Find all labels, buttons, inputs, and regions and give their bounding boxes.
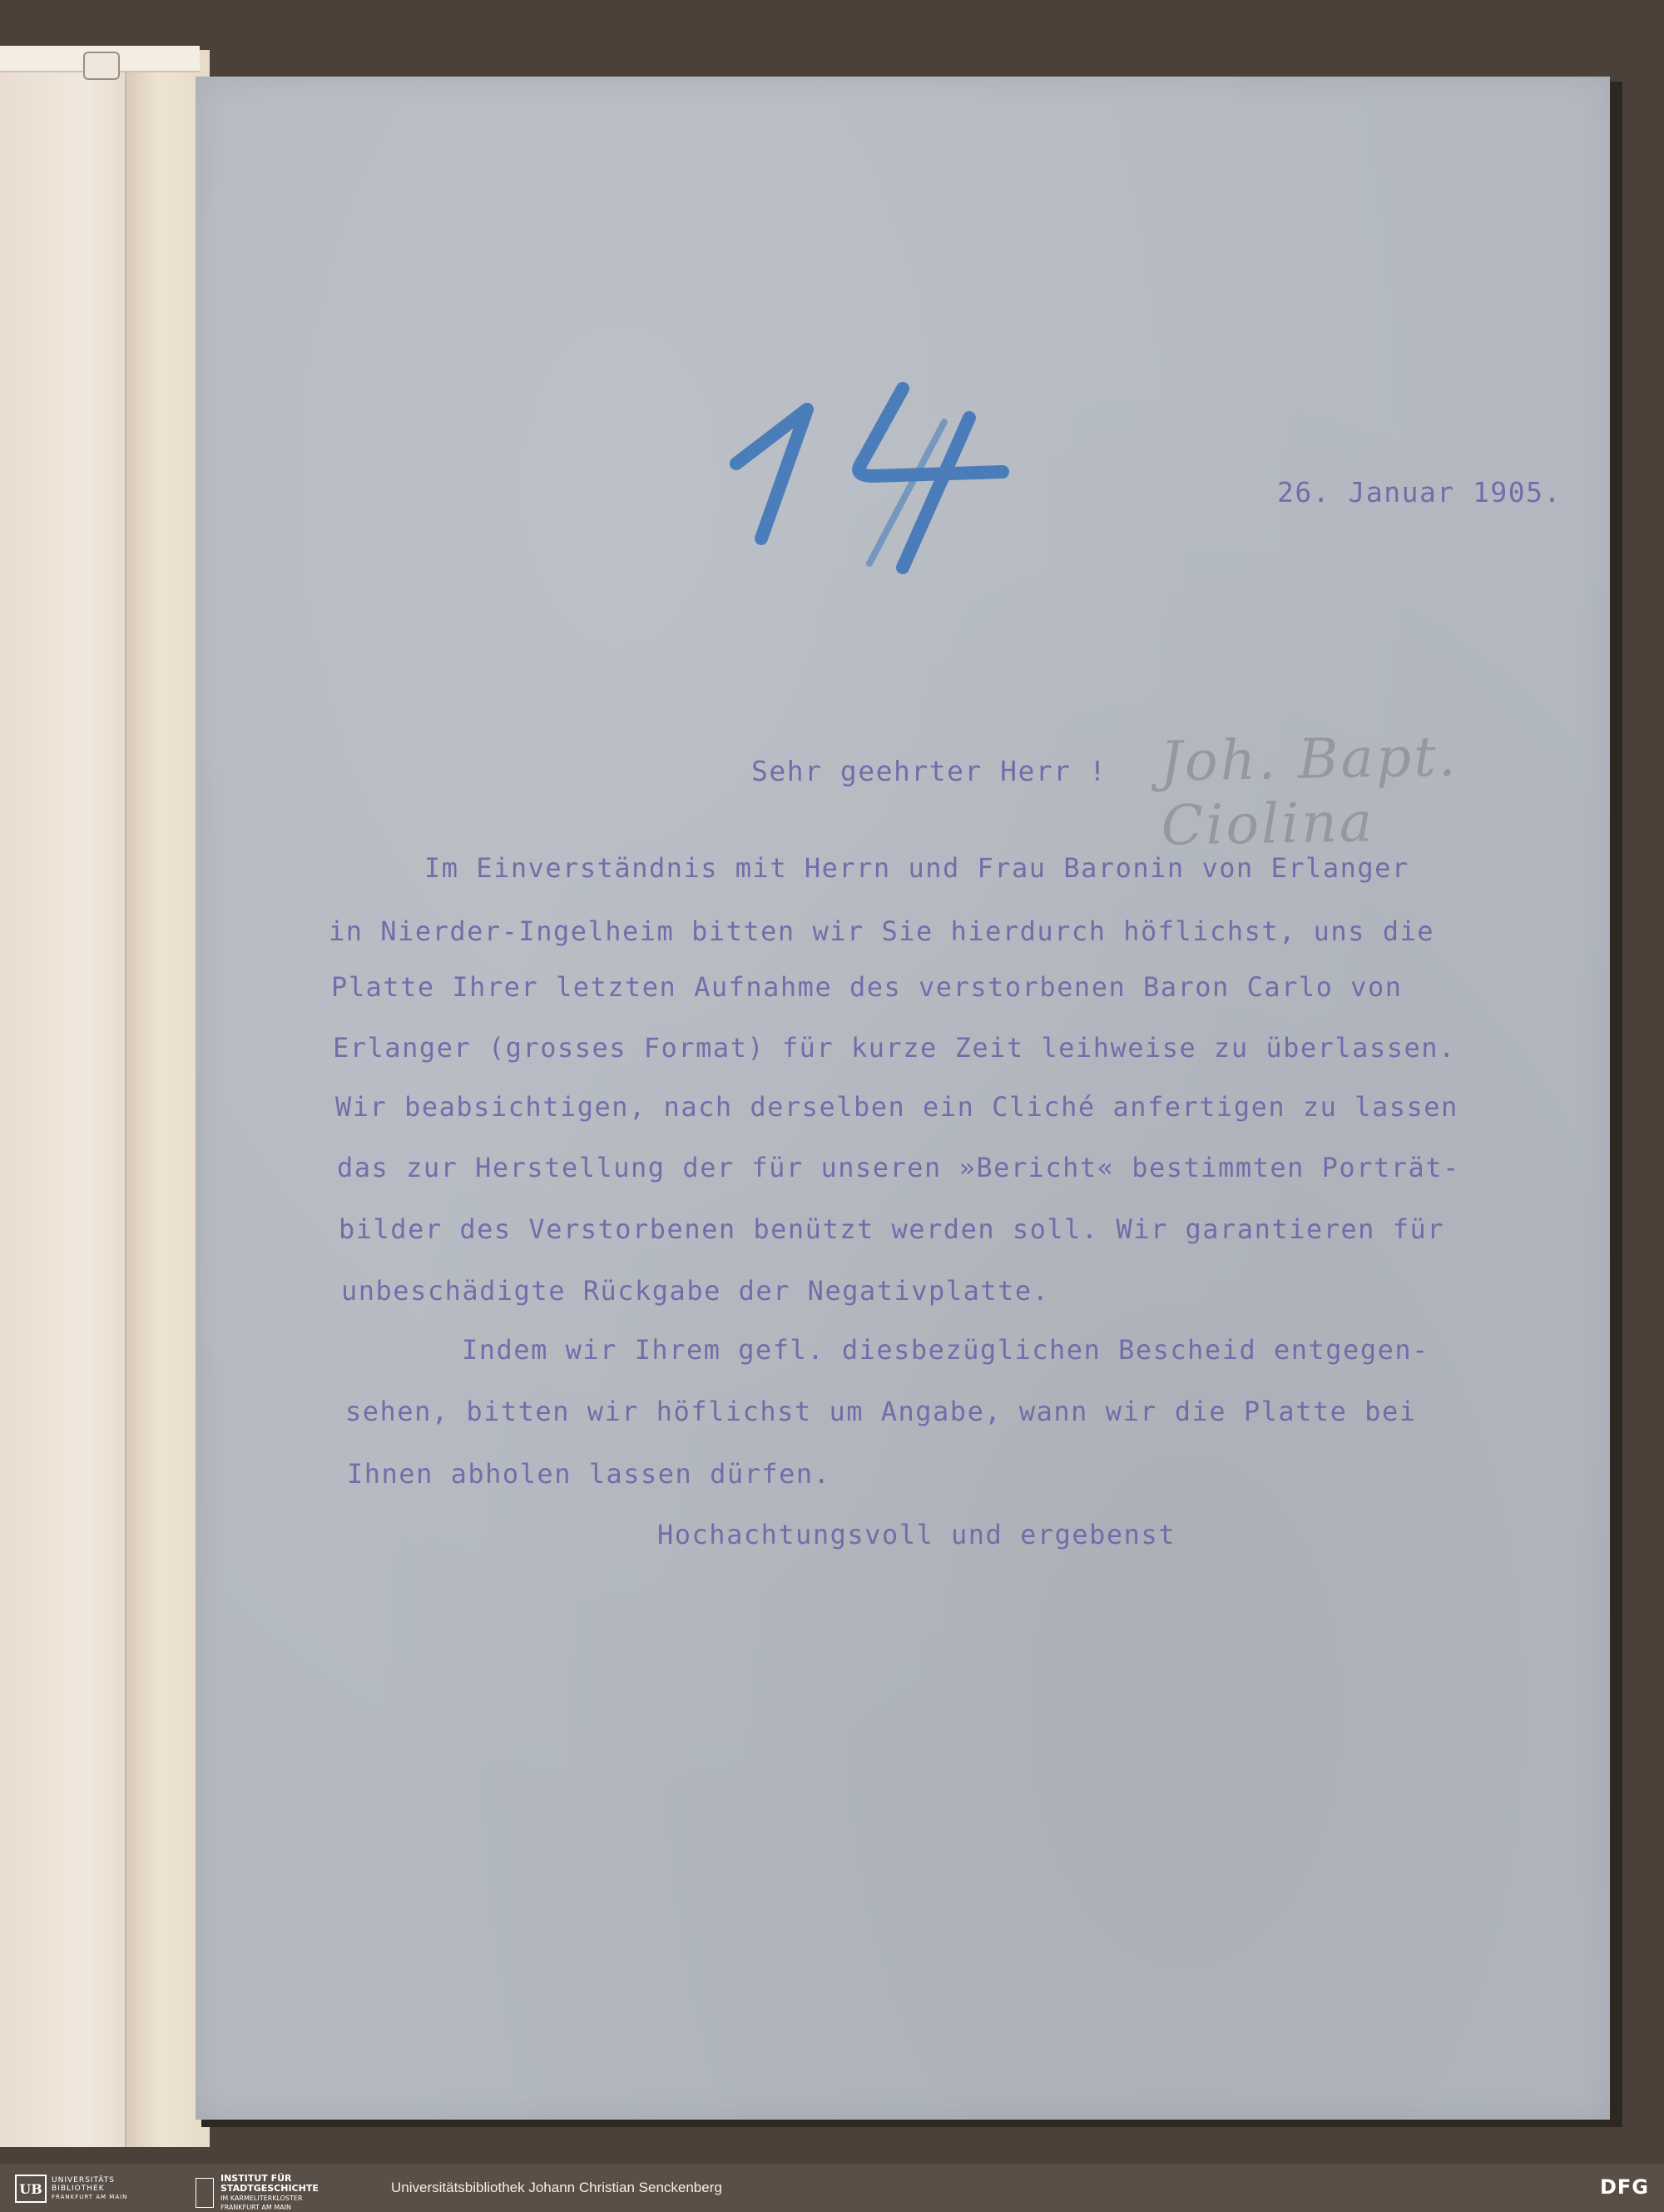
- body-line-1: Im Einverständnis mit Herrn und Frau Baronin von Erlanger: [424, 852, 1409, 884]
- institute-logo: [196, 2174, 319, 2212]
- folder-page: [0, 50, 146, 2147]
- body-line-9: Indem wir Ihrem gefl. diesbezüglichen Bescheid entgegen-: [462, 1334, 1429, 1366]
- institute-mark: [196, 2178, 214, 2208]
- body-line-4: Erlanger (grosses Format) für kurze Zeit leihweise zu überlassen.: [333, 1032, 1456, 1064]
- library-name: Universitätsbibliothek Johann Christian Senckenberg: [391, 2180, 722, 2195]
- ub-logo: [15, 2174, 181, 2204]
- institute-text: INSTITUT FÜR STADTGESCHICHTE IM KARMELITERKLOSTER FRANKFURT AM MAIN: [220, 2173, 319, 2211]
- ub-text: UNIVERSITÄTS BIBLIOTHEK FRANKFURT AM MAIN: [52, 2176, 128, 2200]
- body-line-6: das zur Herstellung der für unseren »Bericht« bestimmten Porträt-: [337, 1152, 1460, 1183]
- body-line-5: Wir beabsichtigen, nach derselben ein Cliché anfertigen zu lassen: [335, 1091, 1458, 1123]
- ub-mark: UB: [15, 2175, 47, 2203]
- body-line-7: bilder des Verstorbenen benützt werden soll. Wir garantieren für: [339, 1213, 1444, 1245]
- body-line-10: sehen, bitten wir höflichst um Angabe, wann wir die Platte bei: [345, 1396, 1417, 1427]
- body-line-11: Ihnen abholen lassen dürfen.: [347, 1458, 831, 1490]
- letter-date: 26. Januar 1905.: [1277, 476, 1562, 508]
- folio-number-handwritten: [728, 339, 1036, 580]
- salutation: Sehr geehrter Herr !: [751, 755, 1107, 787]
- body-line-8: unbeschädigte Rückgabe der Negativplatte.: [341, 1275, 1050, 1307]
- closing-phrase: Hochachtungsvoll und ergebenst: [657, 1519, 1176, 1550]
- letter-sheet: [196, 77, 1610, 2120]
- folder-tab: [83, 52, 120, 80]
- body-line-3: Platte Ihrer letzten Aufnahme des verstorbenen Baron Carlo von: [331, 971, 1403, 1003]
- dfg-logo: DFG: [1599, 2175, 1649, 2199]
- body-line-2: in Nierder-Ingelheim bitten wir Sie hierdurch höflichst, uns die: [329, 915, 1434, 947]
- pencil-annotation: Joh. Bapt. Ciolina: [1159, 724, 1459, 858]
